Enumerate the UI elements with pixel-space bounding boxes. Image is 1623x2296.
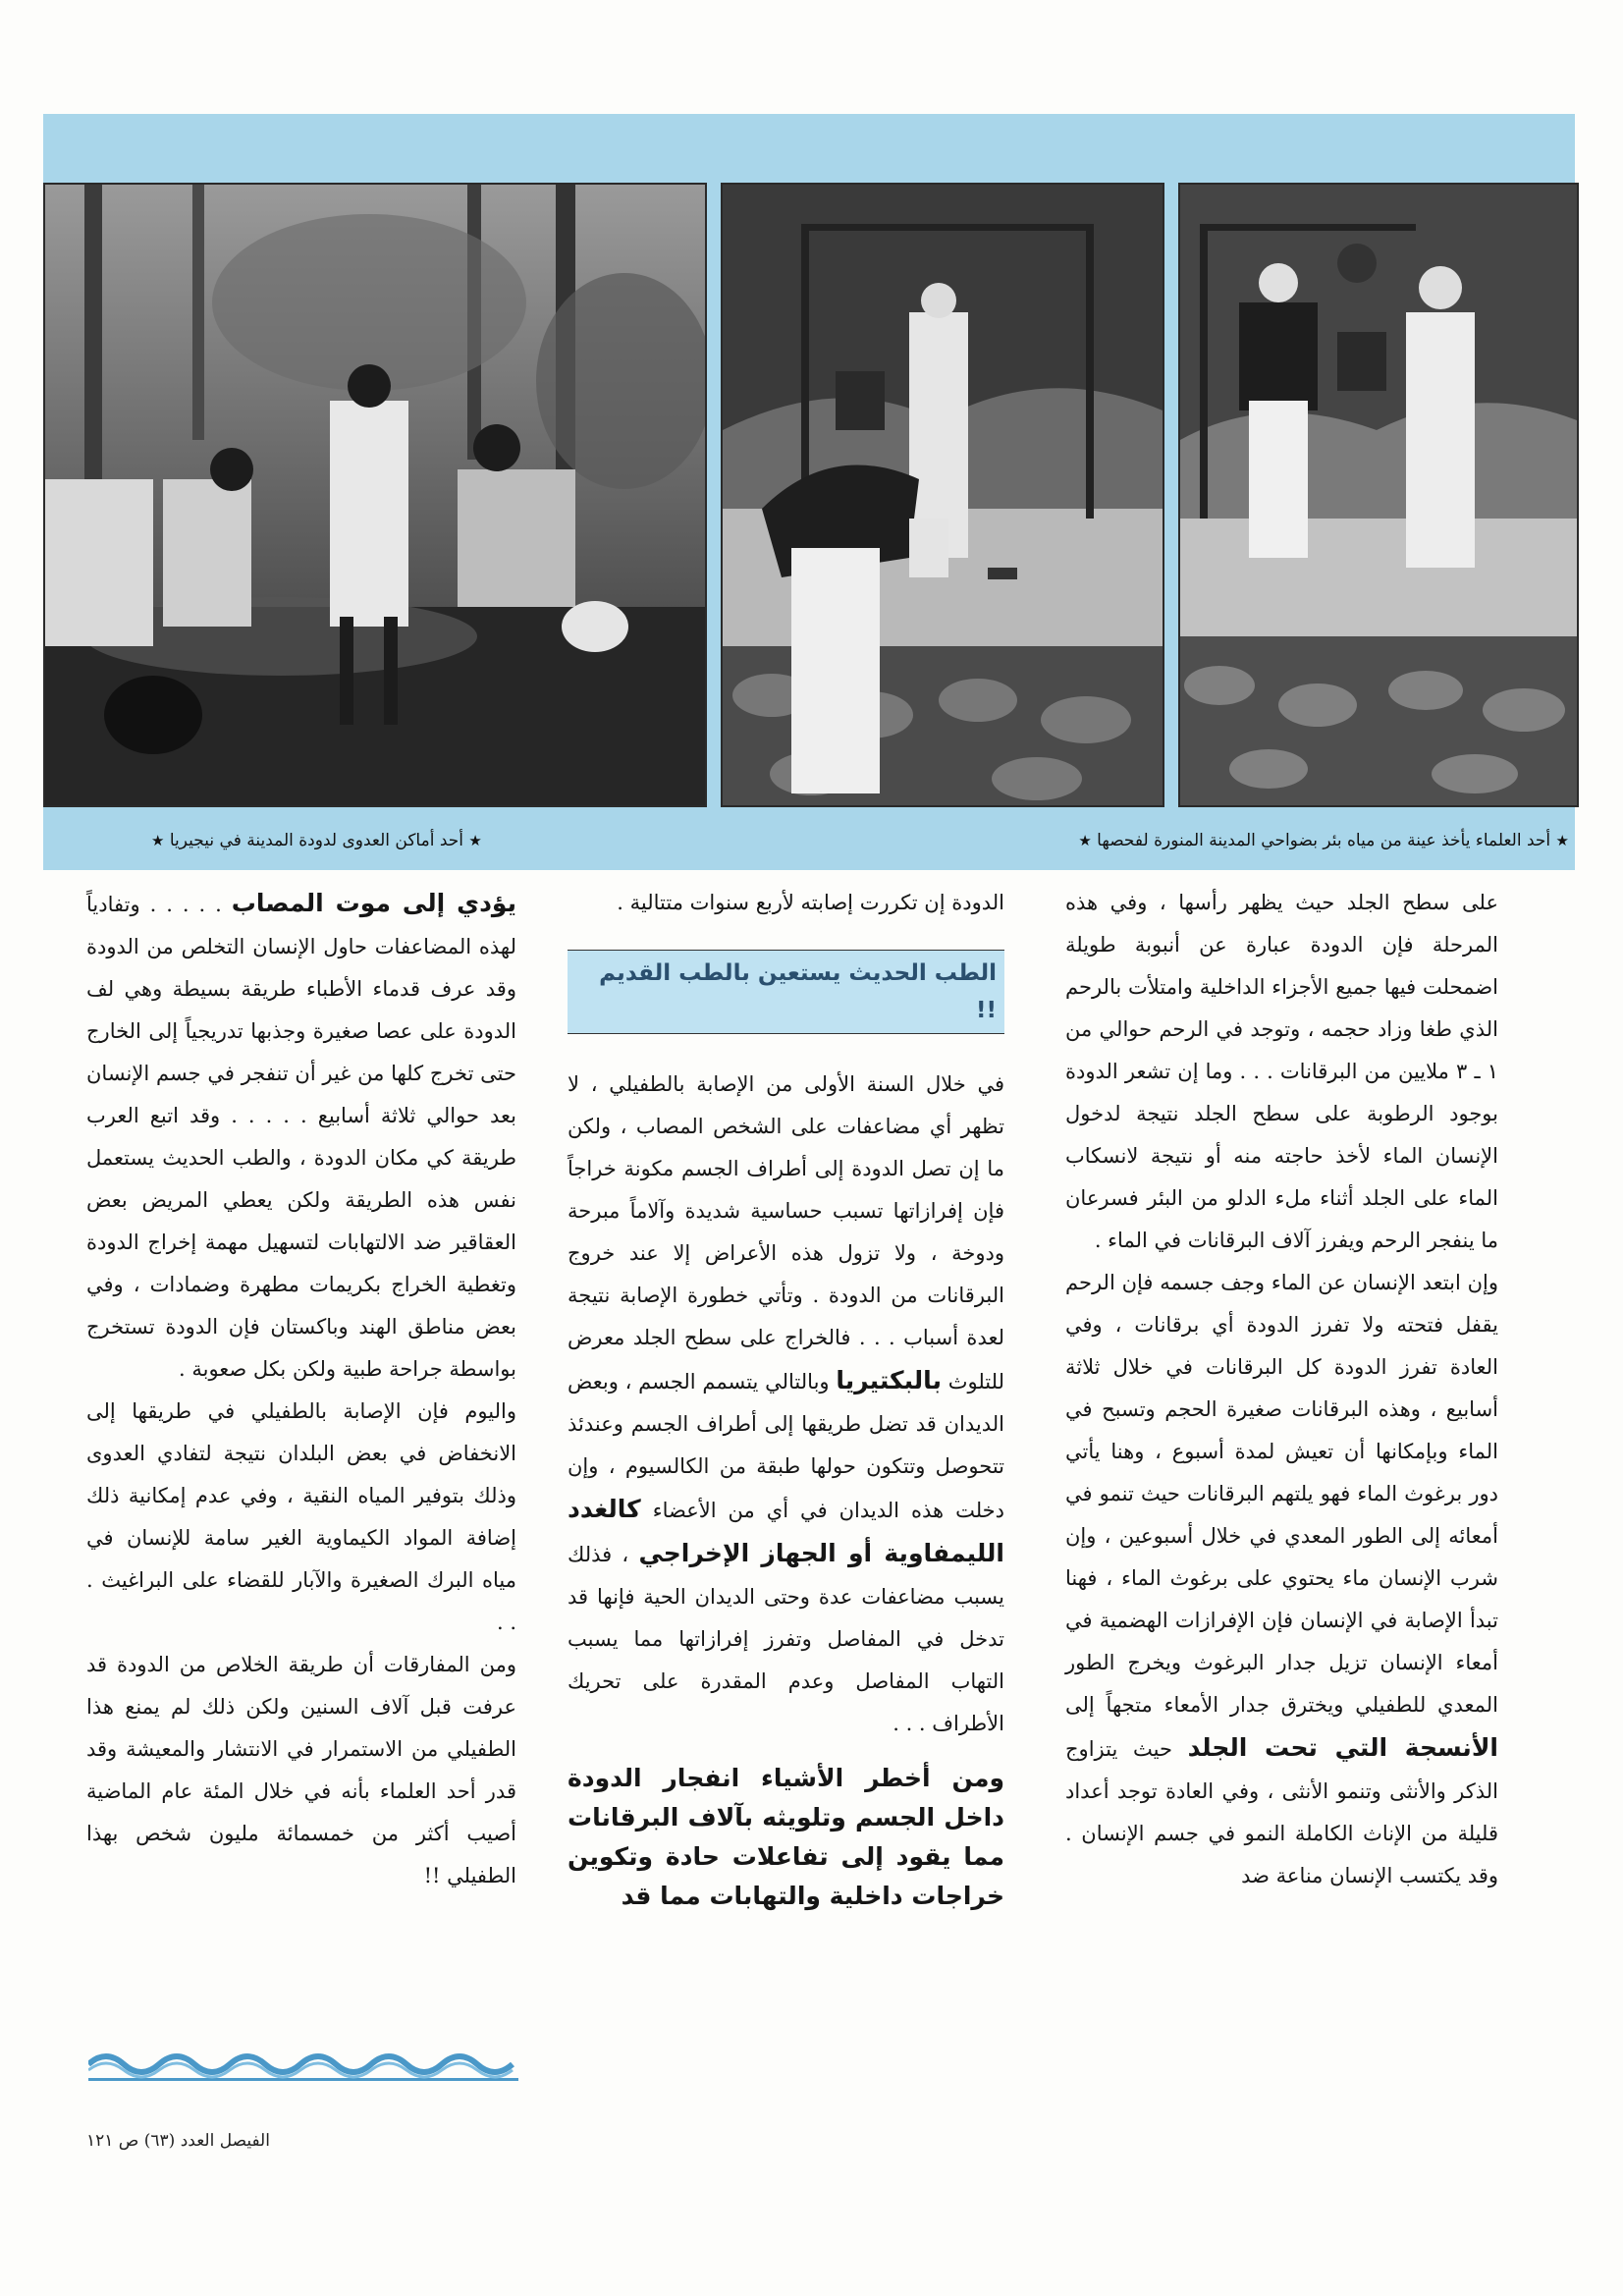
article-column-left xyxy=(86,882,516,1897)
paragraph: وإن ابتعد الإنسان عن الماء وجف جسمه فإن الرحم يقفل فتحته ولا تفرز الدودة أي برقانات ، وفي العادة تفرز الدودة كل البرقانات في خلال ثلاثة أسابيع ، وهذه البرقانات صغيرة الحجم وتسبح في الماء وبإمكانها أن تعيش لمدة أسبوع ، وهنا يأتي دور برغوث الماء فهو يلتهم البرقانات حيث تنمو في أمعائه إلى الطور المعدي في خلال أسبوعين ، وإن شرب الإنسان ماء يحتوي على برغوث الماء ، فهنا تبدأ الإصابة في الإنسان فإن الإفرازات الهضمية في أمعاء الإنسان تزيل جدار البرغوث ويخرج الطور المعدي للطفيلي ويخترق جدار الأمعاء متجهاً إلى الأنسجة التي تحت الجلد حيث يتزاوج الذكر والأنثى وتنمو الأنثى ، وفي العادة توجد أعداد قليلة من الإناث الكاملة النمو في جسم الإنسان . وقد يكتسب الإنسان مناعة ضد xyxy=(1065,1271,1499,1887)
photo-nigeria-pond xyxy=(43,183,707,807)
article-column-right xyxy=(1065,882,1498,1897)
caption-pond-text: أحد أماكن العدوى لدودة المدينة في نيجيريا xyxy=(169,831,463,850)
star-icon: ★ xyxy=(468,832,482,849)
star-icon: ★ xyxy=(1555,832,1569,849)
paragraph: في خلال السنة الأولى من الإصابة بالطفيلي ، لا تظهر أي مضاعفات على الشخص المصاب ، ولكن ما إن تصل الدودة إلى أطراف الجسم مكونة خراجاً فإن إفرازاتها تسبب حساسية شديدة وآلاماً مبرحة ودوخة ، ولا تزول هذه الأعراض إلا عند خروج البرقانات من الدودة . وتأتي خطورة الإصابة نتيجة لعدة أسباب . . . فالخراج على سطح الجلد معرض للتلوث بالبكتيريا وبالتالي يتسمم الجسم ، وبعض الديدان قد تضل طريقها إلى أطراف الجسم وعندئذ تتحوصل وتتكون حولها طبقة من الكالسيوم ، وإن دخلت هذه الديدان في أي من الأعضاء كالغدد الليمفاوية أو الجهاز الإخراجي ، فذلك يسبب مضاعفات عدة وحتى الديدان الحية فإنها قد تدخل في المفاصل وتفرز إفرازاتها مما يسبب التهاب المفاصل وعدم المقدرة على تحريك الأطراف . . . xyxy=(568,1072,1004,1735)
lead-paragraph: ومن أخطر الأشياء انفجار الدودة داخل الجسم وتلويثه بآلاف البرقانات مما يقود إلى تفاعلات حادة وتكوين خراجات داخلية والتهابات مما قد xyxy=(568,1764,1004,1910)
caption-well-text: أحد العلماء يأخذ عينة من مياه بئر بضواحي المدينة المنورة لفحصها xyxy=(1097,831,1551,850)
highlight-text: بالبكتيريا xyxy=(836,1366,942,1394)
highlight-text: الأنسجة التي تحت الجلد xyxy=(1187,1733,1499,1762)
paragraph: على سطح الجلد حيث يظهر رأسها ، وفي هذه المرحلة فإن الدودة عبارة عن أنبوبة طويلة اضمحلت فيها جميع الأجزاء الداخلية وامتلأت بالرحم الذي طغا وزاد حجمه ، وتوجد في الرحم حوالي من ١ ـ ٣ ملايين من البرقانات . . . وما إن تشعر الدودة بوجود الرطوبة على سطح الجلد نتيجة لدخول الإنسان الماء لأخذ حاجته منه أو نتيجة لانسكاب الماء على الجلد أثناء ملء الدلو من البئر فسرعان ما ينفجر الرحم ويفرز آلاف البرقانات في الماء . xyxy=(1065,891,1498,1252)
paragraph: ومن المفارقات أن طريقة الخلاص من الدودة قد عرفت قبل آلاف السنين ولكن ذلك لم يمنع هذا الطفيلي من الاستمرار في الانتشار والمعيشة وقد قدر أحد العلماء بأنه في خلال المئة عام الماضية أصيب أكثر من خمسمائة مليون شخص بهذا الطفيلي !! xyxy=(86,1653,516,1887)
paragraph: يؤدي إلى موت المصاب . . . . . وتفادياً لهذه المضاعفات حاول الإنسان التخلص من الدودة وقد عرف قدماء الأطباء طريقة بسيطة وهي لف الدودة على عصا صغيرة وجذبها تدريجياً إلى الخارج حتى تخرج كلها من غير أن تنفجر في جسم الإنسان بعد حوالي ثلاثة أسابيع . . . . . وقد اتبع العرب طريقة كي مكان الدودة ، والطب الحديث يستعمل نفس هذه الطريقة ولكن يعطي المريض بعض العقاقير ضد الالتهابات لتسهيل مهمة إخراج الدودة وتغطية الخراج بكريمات مطهرة وضمادات ، وفي بعض مناطق الهند وباكستان فإن الدودة تستخرج بواسطة جراحة طبية ولكن بكل صعوبة . xyxy=(86,889,516,1381)
sampling-photo-image xyxy=(723,185,1163,805)
star-icon: ★ xyxy=(151,832,165,849)
highlight-text: كالغدد الليمفاوية أو الجهاز الإخراجي xyxy=(568,1495,1004,1567)
star-icon: ★ xyxy=(1078,832,1092,849)
highlight-text: يؤدي إلى موت المصاب xyxy=(231,889,516,917)
paragraph: واليوم فإن الإصابة بالطفيلي في طريقها إلى الانخفاض في بعض البلدان نتيجة لتفادي العدوى وذلك بتوفير المياه النقية ، وفي عدم إمكانية ذلك إضافة المواد الكيماوية الغير سامة للإنسان في مياه البرك الصغيرة والآبار للقضاء على البراغيث . . . xyxy=(86,1399,516,1634)
article-column-middle xyxy=(568,882,1004,1916)
page-footer: الفيصل العدد (٦٣) ص ١٢١ xyxy=(86,2131,270,2151)
photo-scientist-sampling xyxy=(721,183,1164,807)
caption-well-photo xyxy=(1078,821,1569,860)
pond-photo-image xyxy=(45,185,705,805)
caption-pond-photo xyxy=(151,821,482,860)
photo-band xyxy=(43,114,1575,870)
well-photo-image xyxy=(1180,185,1577,805)
wave-ornament-icon xyxy=(88,2045,518,2084)
paragraph: الدودة إن تكررت إصابته لأربع سنوات متتالية . xyxy=(617,891,1004,914)
section-subheading: الطب الحديث يستعين بالطب القديم !! xyxy=(568,950,1004,1034)
photo-well-men xyxy=(1178,183,1579,807)
